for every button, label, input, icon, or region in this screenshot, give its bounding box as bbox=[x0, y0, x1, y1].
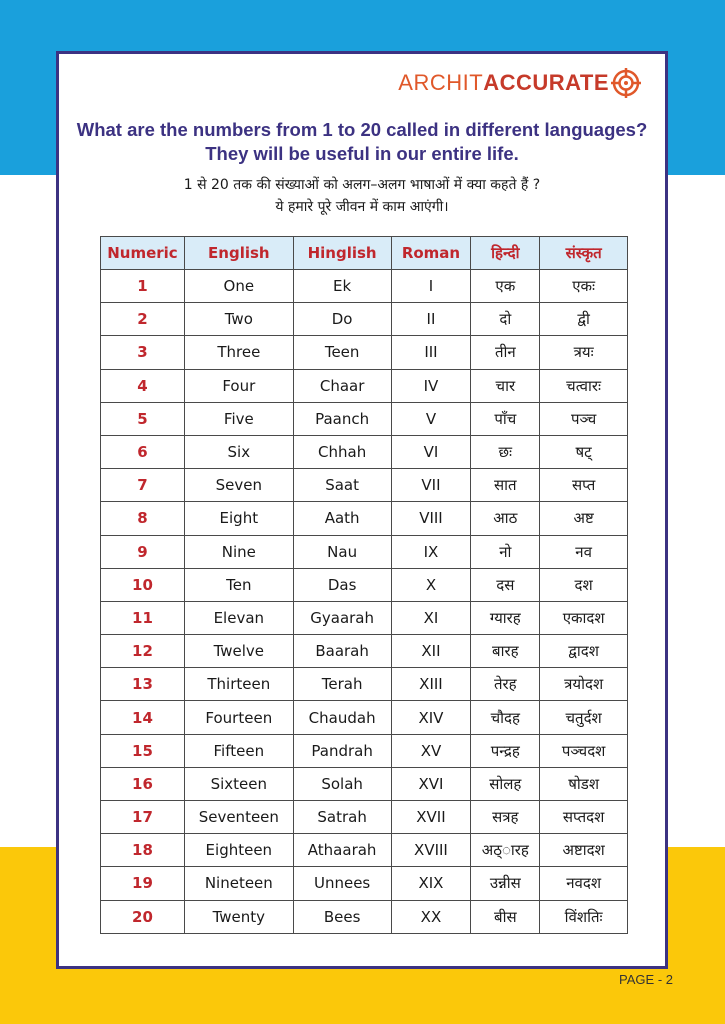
cell-numeric: 11 bbox=[101, 601, 185, 634]
cell-roman: XX bbox=[391, 900, 471, 933]
cell-hindi: चौदह bbox=[471, 701, 540, 734]
target-icon bbox=[611, 68, 641, 98]
hindi-subtitle bbox=[59, 174, 665, 218]
cell-numeric: 16 bbox=[101, 767, 185, 800]
cell-hindi: सात bbox=[471, 469, 540, 502]
cell-hinglish: Terah bbox=[293, 668, 391, 701]
title-line-1: What are the numbers from 1 to 20 called in different languages? bbox=[76, 119, 648, 140]
cell-numeric: 18 bbox=[101, 834, 185, 867]
cell-hindi: छः bbox=[471, 435, 540, 468]
header-roman: Roman bbox=[391, 237, 471, 270]
cell-hinglish: Satrah bbox=[293, 801, 391, 834]
header-hindi: हिन्दी bbox=[471, 237, 540, 270]
cell-sanskrit: षोडश bbox=[540, 767, 628, 800]
cell-hindi: एक bbox=[471, 270, 540, 303]
cell-roman: VI bbox=[391, 435, 471, 468]
table-header-row bbox=[101, 237, 628, 270]
cell-roman: X bbox=[391, 568, 471, 601]
table-row bbox=[101, 767, 628, 800]
header-english: English bbox=[184, 237, 293, 270]
cell-roman: VIII bbox=[391, 502, 471, 535]
cell-roman: III bbox=[391, 336, 471, 369]
cell-numeric: 17 bbox=[101, 801, 185, 834]
cell-english: Twelve bbox=[184, 635, 293, 668]
cell-hinglish: Gyaarah bbox=[293, 601, 391, 634]
cell-numeric: 6 bbox=[101, 435, 185, 468]
cell-english: Eighteen bbox=[184, 834, 293, 867]
numbers-table bbox=[100, 236, 628, 934]
content-card bbox=[56, 51, 668, 969]
cell-hinglish: Teen bbox=[293, 336, 391, 369]
cell-english: Nine bbox=[184, 535, 293, 568]
cell-numeric: 8 bbox=[101, 502, 185, 535]
cell-sanskrit: षट् bbox=[540, 435, 628, 468]
cell-roman: IX bbox=[391, 535, 471, 568]
table-row bbox=[101, 402, 628, 435]
cell-english: Eight bbox=[184, 502, 293, 535]
cell-roman: VII bbox=[391, 469, 471, 502]
cell-roman: I bbox=[391, 270, 471, 303]
cell-numeric: 13 bbox=[101, 668, 185, 701]
cell-roman: XIV bbox=[391, 701, 471, 734]
cell-english: Elevan bbox=[184, 601, 293, 634]
cell-sanskrit: द्वी bbox=[540, 303, 628, 336]
cell-hinglish: Unnees bbox=[293, 867, 391, 900]
cell-hindi: उन्नीस bbox=[471, 867, 540, 900]
cell-roman: XVII bbox=[391, 801, 471, 834]
cell-hinglish: Paanch bbox=[293, 402, 391, 435]
cell-hindi: बीस bbox=[471, 900, 540, 933]
brand-logo bbox=[398, 68, 641, 98]
cell-sanskrit: त्रयः bbox=[540, 336, 628, 369]
cell-roman: II bbox=[391, 303, 471, 336]
cell-roman: XV bbox=[391, 734, 471, 767]
title-line-2: They will be useful in our entire life. bbox=[205, 143, 519, 164]
header-hinglish: Hinglish bbox=[293, 237, 391, 270]
cell-hinglish: Baarah bbox=[293, 635, 391, 668]
cell-sanskrit: एकः bbox=[540, 270, 628, 303]
cell-hindi: सोलह bbox=[471, 767, 540, 800]
cell-hindi: अठ्ारह bbox=[471, 834, 540, 867]
cell-numeric: 5 bbox=[101, 402, 185, 435]
header-numeric: Numeric bbox=[101, 237, 185, 270]
cell-hindi: आठ bbox=[471, 502, 540, 535]
cell-english: Seventeen bbox=[184, 801, 293, 834]
cell-hinglish: Pandrah bbox=[293, 734, 391, 767]
cell-roman: IV bbox=[391, 369, 471, 402]
cell-sanskrit: द्वादश bbox=[540, 635, 628, 668]
table-row bbox=[101, 469, 628, 502]
cell-roman: XVI bbox=[391, 767, 471, 800]
cell-numeric: 2 bbox=[101, 303, 185, 336]
cell-hindi: सत्रह bbox=[471, 801, 540, 834]
cell-hinglish: Saat bbox=[293, 469, 391, 502]
cell-english: Five bbox=[184, 402, 293, 435]
cell-english: Twenty bbox=[184, 900, 293, 933]
cell-english: Fifteen bbox=[184, 734, 293, 767]
table-row bbox=[101, 303, 628, 336]
cell-numeric: 3 bbox=[101, 336, 185, 369]
cell-roman: XVIII bbox=[391, 834, 471, 867]
cell-numeric: 14 bbox=[101, 701, 185, 734]
cell-english: One bbox=[184, 270, 293, 303]
cell-english: Nineteen bbox=[184, 867, 293, 900]
cell-sanskrit: पञ्चदश bbox=[540, 734, 628, 767]
cell-english: Seven bbox=[184, 469, 293, 502]
cell-sanskrit: विंशतिः bbox=[540, 900, 628, 933]
cell-english: Fourteen bbox=[184, 701, 293, 734]
cell-hindi: पन्द्रह bbox=[471, 734, 540, 767]
table-row bbox=[101, 435, 628, 468]
cell-sanskrit: नव bbox=[540, 535, 628, 568]
cell-english: Sixteen bbox=[184, 767, 293, 800]
cell-hinglish: Ek bbox=[293, 270, 391, 303]
cell-hinglish: Athaarah bbox=[293, 834, 391, 867]
cell-hinglish: Aath bbox=[293, 502, 391, 535]
cell-english: Thirteen bbox=[184, 668, 293, 701]
cell-sanskrit: दश bbox=[540, 568, 628, 601]
cell-numeric: 12 bbox=[101, 635, 185, 668]
cell-hinglish: Do bbox=[293, 303, 391, 336]
cell-hindi: दो bbox=[471, 303, 540, 336]
cell-numeric: 9 bbox=[101, 535, 185, 568]
cell-numeric: 10 bbox=[101, 568, 185, 601]
cell-hindi: नो bbox=[471, 535, 540, 568]
cell-hinglish: Chaudah bbox=[293, 701, 391, 734]
cell-numeric: 7 bbox=[101, 469, 185, 502]
cell-sanskrit: त्रयोदश bbox=[540, 668, 628, 701]
cell-english: Three bbox=[184, 336, 293, 369]
page-number: PAGE - 2 bbox=[619, 972, 673, 987]
table-row bbox=[101, 568, 628, 601]
table-row bbox=[101, 834, 628, 867]
cell-sanskrit: एकादश bbox=[540, 601, 628, 634]
cell-hindi: ग्यारह bbox=[471, 601, 540, 634]
table-row bbox=[101, 369, 628, 402]
table-row bbox=[101, 734, 628, 767]
cell-hinglish: Bees bbox=[293, 900, 391, 933]
cell-sanskrit: चत्वारः bbox=[540, 369, 628, 402]
cell-english: Four bbox=[184, 369, 293, 402]
cell-sanskrit: चतुर्दश bbox=[540, 701, 628, 734]
cell-roman: XIX bbox=[391, 867, 471, 900]
cell-sanskrit: अष्टादश bbox=[540, 834, 628, 867]
brand-name-part2: ACCURATE bbox=[483, 70, 609, 95]
brand-name-part1: ARCHIT bbox=[398, 70, 484, 95]
cell-sanskrit: अष्ट bbox=[540, 502, 628, 535]
cell-hindi: तीन bbox=[471, 336, 540, 369]
cell-english: Ten bbox=[184, 568, 293, 601]
cell-sanskrit: नवदश bbox=[540, 867, 628, 900]
table-row bbox=[101, 336, 628, 369]
cell-roman: XIII bbox=[391, 668, 471, 701]
cell-hindi: दस bbox=[471, 568, 540, 601]
cell-hinglish: Nau bbox=[293, 535, 391, 568]
header-sanskrit: संस्कृत bbox=[540, 237, 628, 270]
subtitle-line-1: 1 से 20 तक की संख्याओं को अलग–अलग भाषाओं में क्या कहते हैं ? bbox=[183, 177, 541, 193]
table-row bbox=[101, 701, 628, 734]
table-row bbox=[101, 867, 628, 900]
table-row bbox=[101, 668, 628, 701]
cell-roman: XI bbox=[391, 601, 471, 634]
cell-numeric: 4 bbox=[101, 369, 185, 402]
table-row bbox=[101, 502, 628, 535]
cell-hindi: तेरह bbox=[471, 668, 540, 701]
cell-english: Six bbox=[184, 435, 293, 468]
cell-sanskrit: सप्तदश bbox=[540, 801, 628, 834]
cell-roman: V bbox=[391, 402, 471, 435]
cell-numeric: 19 bbox=[101, 867, 185, 900]
cell-hinglish: Chaar bbox=[293, 369, 391, 402]
cell-numeric: 20 bbox=[101, 900, 185, 933]
cell-hindi: बारह bbox=[471, 635, 540, 668]
cell-sanskrit: पञ्च bbox=[540, 402, 628, 435]
cell-hinglish: Solah bbox=[293, 767, 391, 800]
subtitle-line-2: ये हमारे पूरे जीवन में काम आएंगी। bbox=[275, 199, 449, 215]
table-row bbox=[101, 801, 628, 834]
cell-hinglish: Chhah bbox=[293, 435, 391, 468]
table-row bbox=[101, 635, 628, 668]
cell-hindi: चार bbox=[471, 369, 540, 402]
table-row bbox=[101, 900, 628, 933]
cell-numeric: 15 bbox=[101, 734, 185, 767]
cell-sanskrit: सप्त bbox=[540, 469, 628, 502]
cell-hinglish: Das bbox=[293, 568, 391, 601]
cell-roman: XII bbox=[391, 635, 471, 668]
cell-hindi: पाँच bbox=[471, 402, 540, 435]
page-title bbox=[59, 118, 665, 166]
cell-english: Two bbox=[184, 303, 293, 336]
table-row bbox=[101, 601, 628, 634]
table-row bbox=[101, 535, 628, 568]
table-row bbox=[101, 270, 628, 303]
cell-numeric: 1 bbox=[101, 270, 185, 303]
